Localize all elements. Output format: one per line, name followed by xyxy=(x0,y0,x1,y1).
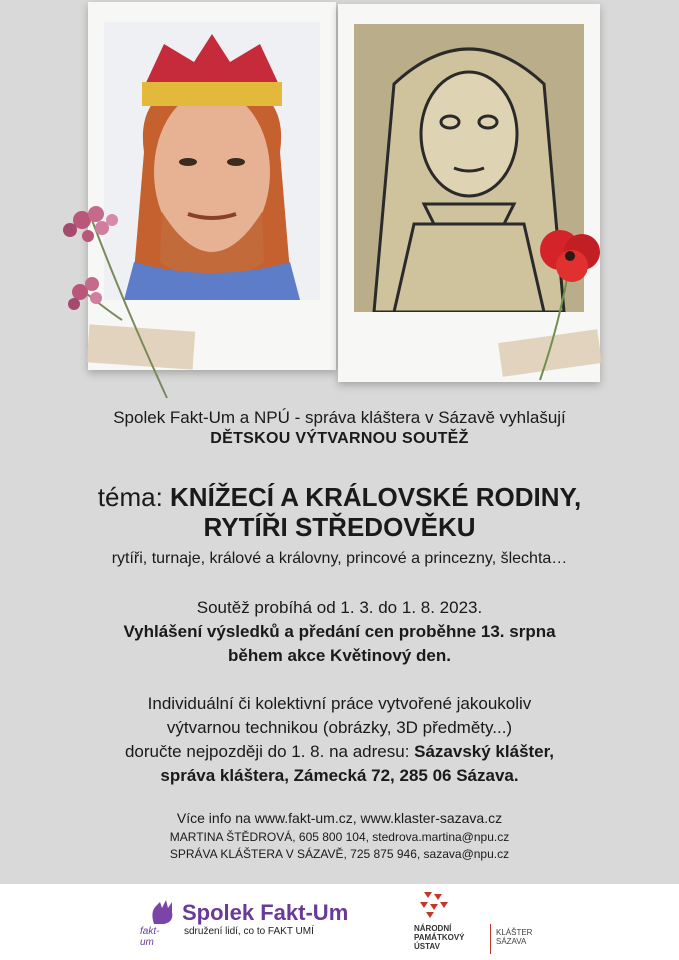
results-line-1: Vyhlášení výsledků a předání cen proběhne 13. srpna xyxy=(123,622,556,641)
pink-flowers-decoration xyxy=(52,200,182,400)
contact-sazava: SPRÁVA KLÁŠTERA V SÁZAVĚ, 725 875 946, sazava@npu.cz xyxy=(169,847,510,861)
fakt-um-small: fakt-um xyxy=(140,926,160,948)
results-line-2: během akce Květinový den. xyxy=(228,646,451,665)
npu-subtitle xyxy=(496,928,556,946)
theme-title-2: RYTÍŘI STŘEDOVĚKU xyxy=(203,512,476,542)
works-line-2: výtvarnou technikou (obrázky, 3D předměty...) xyxy=(166,718,513,737)
theme-examples: rytíři, turnaje, králové a královny, princové a princezny, šlechta… xyxy=(111,550,568,567)
npu-emblem-icon xyxy=(416,890,456,922)
works-line-1: Individuální či kolektivní práce vytvořené jakoukoliv xyxy=(147,694,532,713)
fakt-um-tagline: sdružení lidí, co to FAKT UMÍ xyxy=(184,926,314,937)
poppy-decoration xyxy=(520,222,620,382)
delivery-line xyxy=(0,742,679,762)
hand-icon xyxy=(148,898,178,926)
npu-sub-1: KLÁŠTER xyxy=(496,928,533,937)
npu-line-1: NÁRODNÍ xyxy=(414,924,452,933)
npu-line-2: PAMÁTKOVÝ xyxy=(414,933,465,942)
npu-separator xyxy=(490,924,491,954)
delivery-place: Sázavský klášter, xyxy=(414,742,555,761)
npu-name xyxy=(414,924,494,951)
theme-line-1 xyxy=(0,482,679,513)
contact-martina: MARTINA ŠTĚDROVÁ, 605 800 104, stedrova.martina@npu.cz xyxy=(169,830,510,844)
competition-dates: Soutěž probíhá od 1. 3. do 1. 8. 2023. xyxy=(196,598,483,617)
fakt-um-name: Spolek Fakt-Um xyxy=(182,900,349,925)
address: správa kláštera, Zámecká 72, 285 06 Sázava. xyxy=(160,766,519,785)
more-info[interactable]: Více info na www.fakt-um.cz, www.klaster-sazava.cz xyxy=(176,810,503,826)
intro-text: Spolek Fakt-Um a NPÚ - správa kláštera v Sázavě vyhlašují xyxy=(113,408,566,427)
npu-sub-2: SÁZAVA xyxy=(496,937,527,946)
footer xyxy=(0,884,679,960)
theme-title-1: KNÍŽECÍ A KRÁLOVSKÉ RODINY, xyxy=(170,482,582,512)
competition-title: DĚTSKOU VÝTVARNOU SOUTĚŽ xyxy=(210,430,469,447)
delivery-prefix: doručte nejpozději do 1. 8. na adresu: xyxy=(124,742,415,761)
theme-prefix: téma: xyxy=(97,482,171,512)
npu-line-3: ÚSTAV xyxy=(414,942,440,951)
